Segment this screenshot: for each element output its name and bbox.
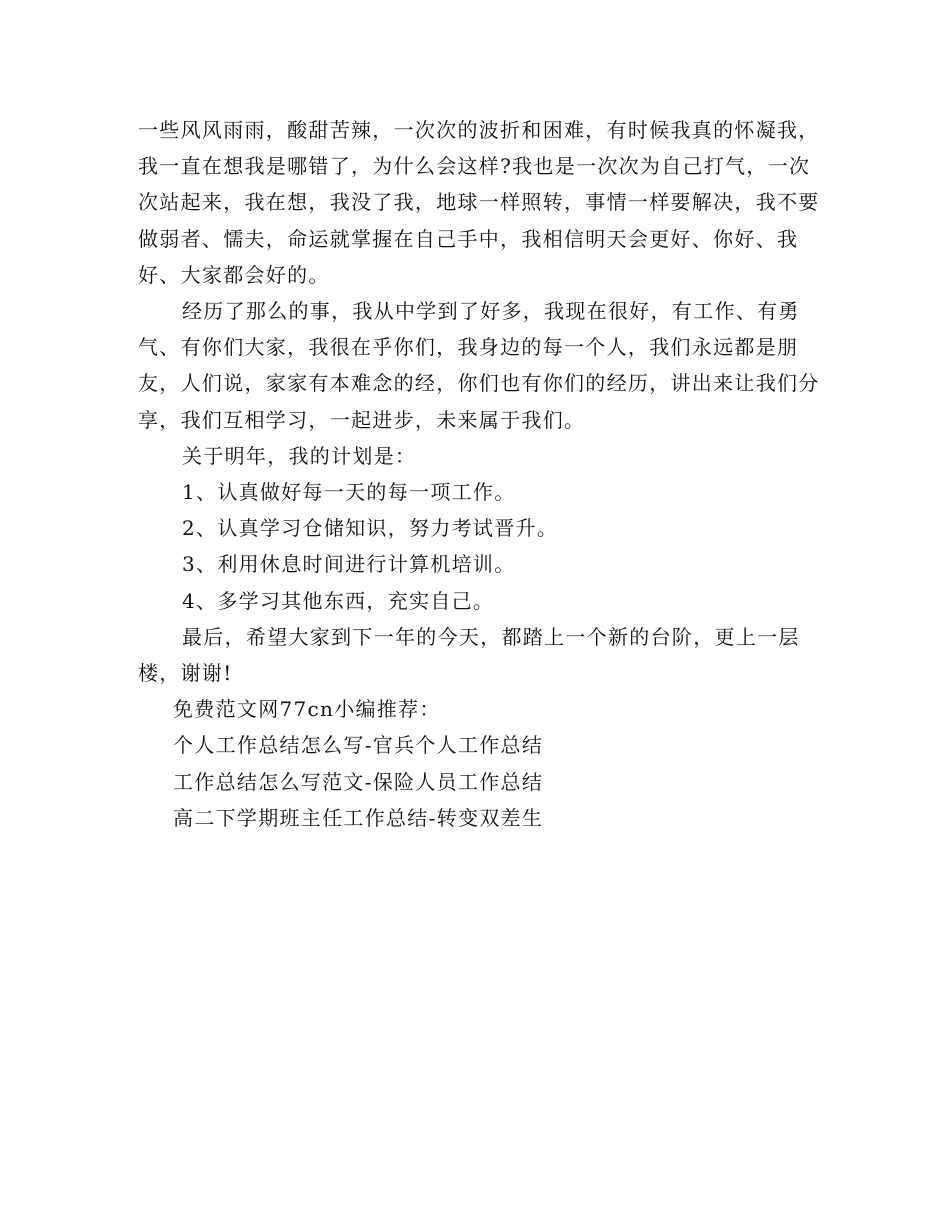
plan-item-3: 3、利用休息时间进行计算机培训。 (182, 552, 516, 577)
paragraph-continuation: 一些风风雨雨，酸甜苦辣，一次次的波折和困难，有时候我真的怀凝我，我一直在想我是哪错了，为什么会这样?我也是一次次为自己打气，一次次站起来，我在想，我没了我，地球一样照转，事情一样要解决，我不要做弱者、懦夫，命运就掌握在自己手中，我相信明天会更好、你好、我好、大家都会好的。 (138, 118, 820, 287)
recommend-link-1[interactable]: 个人工作总结怎么写-官兵个人工作总结 (173, 733, 544, 758)
closing-paragraph: 最后，希望大家到下一年的今天，都踏上一个新的台阶，更上一层楼，谢谢! (138, 624, 800, 686)
plan-intro: 关于明年，我的计划是： (182, 443, 417, 468)
plan-item-2: 2、认真学习仓储知识，努力考试晋升。 (182, 516, 559, 541)
document-body (138, 112, 828, 836)
paragraph-experience: 经历了那么的事，我从中学到了好多，我现在很好，有工作、有勇气、有你们大家，我很在乎你们，我身边的每一个人，我们永远都是朋友，人们说，家家有本难念的经，你们也有你们的经历，讲出来让我们分享，我们互相学习，一起进步，未来属于我们。 (138, 299, 820, 432)
plan-item-1: 1、认真做好每一天的每一项工作。 (182, 480, 516, 505)
plan-item-4: 4、多学习其他东西，充实自己。 (182, 588, 495, 613)
recommend-link-3[interactable]: 高二下学期班主任工作总结-转变双差生 (173, 805, 544, 830)
recommend-link-2[interactable]: 工作总结怎么写范文-保险人员工作总结 (173, 769, 544, 794)
recommend-heading: 免费范文网77cn小编推荐： (173, 697, 441, 722)
